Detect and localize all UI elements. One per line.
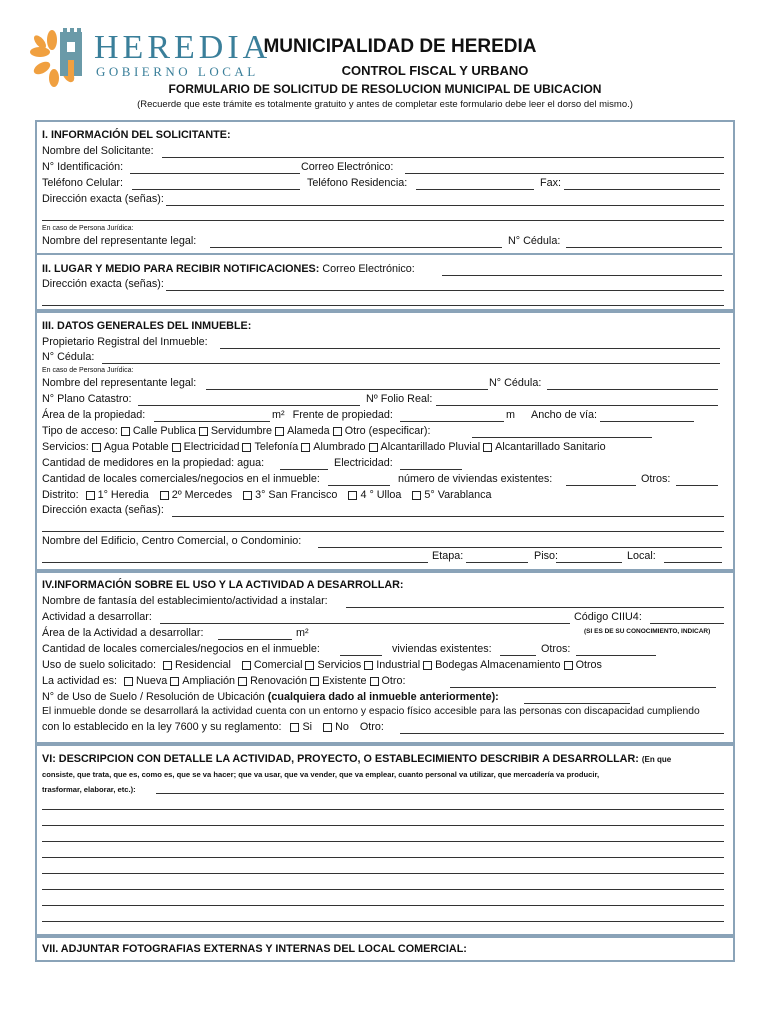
id-field[interactable] — [130, 172, 300, 174]
serv-checkbox-3[interactable] — [242, 443, 251, 452]
folio-field[interactable] — [436, 404, 718, 406]
edificio-label: Nombre del Edificio, Centro Comercial, o Condominio: — [42, 535, 302, 547]
ancho-label: Ancho de vía: — [531, 409, 598, 421]
serv-checkbox-2[interactable] — [172, 443, 181, 452]
acceso-otro-field[interactable] — [472, 436, 652, 438]
otro4-label: Otro: — [359, 721, 384, 733]
acceso-checkbox-4[interactable] — [333, 427, 342, 436]
desc-line-4[interactable] — [42, 840, 724, 842]
medidores-elec-field[interactable] — [400, 468, 462, 470]
rep3-label: Nombre del representante legal: — [42, 377, 197, 389]
notif-email-label: Correo Electrónico: — [322, 263, 415, 275]
dist-opt-1: 1° Heredia — [97, 489, 149, 501]
otros4-label: Otros: — [541, 643, 571, 655]
acceso-opt-3: Alameda — [287, 425, 330, 437]
otros3-field[interactable] — [676, 484, 718, 486]
dist-checkbox-2[interactable] — [160, 491, 169, 500]
serv-checkbox-5[interactable] — [369, 443, 378, 452]
plano-label: N° Plano Catastro: — [42, 393, 132, 405]
dist-opt-3: 3° San Francisco — [255, 489, 338, 501]
applicant-name-field[interactable] — [162, 156, 724, 158]
servicios-row — [42, 440, 728, 454]
viviendas3-field[interactable] — [566, 484, 636, 486]
page-title: MUNICIPALIDAD DE HEREDIA — [263, 36, 537, 57]
dist-opt-4: 4 ° Ulloa — [360, 489, 402, 501]
inmueble-text-1: El inmueble donde se desarrollará la actividad cuenta con un entorno y espacio físico accesible para las personas con discapacidad cumpliendo — [42, 706, 700, 717]
notif-address-label: Dirección exacta (señas): — [42, 278, 164, 290]
area-unit: m² — [272, 409, 285, 421]
no-checkbox[interactable] — [323, 723, 332, 732]
logo-text: HEREDIA — [94, 29, 272, 66]
es-opt-2: Ampliación — [182, 675, 236, 687]
ancho-field[interactable] — [600, 420, 694, 422]
frente-unit: m — [506, 409, 515, 421]
juridica-note: En caso de Persona Jurídica: — [42, 225, 134, 232]
email-field[interactable] — [405, 172, 724, 174]
section-2-title: II. LUGAR Y MEDIO PARA RECIBIR NOTIFICACIONES: — [42, 263, 320, 275]
rep-field[interactable] — [210, 246, 502, 248]
juridica-note-2: En caso de Persona Jurídica: — [42, 367, 134, 374]
locales4-field[interactable] — [340, 654, 382, 656]
dist-checkbox-4[interactable] — [348, 491, 357, 500]
area4-field[interactable] — [218, 638, 292, 640]
serv-opt-5: Alcantarillado Pluvial — [380, 441, 481, 453]
otro4-field[interactable] — [400, 732, 724, 734]
uso-opt-2: Comercial — [253, 659, 303, 671]
dist-checkbox-5[interactable] — [412, 491, 421, 500]
piso-field[interactable] — [556, 561, 622, 563]
section-3-title: III. DATOS GENERALES DEL INMUEBLE: — [42, 320, 252, 332]
es-opt-4: Existente — [322, 675, 367, 687]
locales3-field[interactable] — [328, 484, 390, 486]
es-checkbox-5[interactable] — [370, 677, 379, 686]
es-checkbox-4[interactable] — [310, 677, 319, 686]
area4-unit-row — [296, 626, 728, 640]
res-field[interactable] — [416, 188, 534, 190]
edificio-field-2[interactable] — [42, 561, 428, 563]
desc-line-2[interactable] — [42, 808, 724, 810]
local-field[interactable] — [664, 561, 722, 563]
serv-opt-2: Electricidad — [183, 441, 240, 453]
actividad-label: Actividad a desarrollar: — [42, 611, 152, 623]
folio-label: Nº Folio Real: — [366, 393, 433, 405]
viviendas3-label: número de viviendas existentes: — [398, 473, 553, 485]
otros3-label: Otros: — [641, 473, 671, 485]
serv-checkbox-4[interactable] — [301, 443, 310, 452]
acceso-opt-2: Servidumbre — [210, 425, 273, 437]
es-checkbox-2[interactable] — [170, 677, 179, 686]
piso-label: Piso: — [534, 550, 559, 562]
nro-uso-label: N° de Uso de Suelo / Resolución de Ubicación — [42, 691, 265, 703]
desc-line-8[interactable] — [42, 904, 724, 906]
servicios-label: Servicios: — [42, 441, 89, 453]
acceso-opt-4: Otro (especificar): — [344, 425, 431, 437]
ciiu-note: (SI ES DE SU CONOCIMIENTO, INDICAR) — [584, 628, 711, 635]
section-6-title: VI: DESCRIPCION CON DETALLE LA ACTIVIDAD, PROYECTO, O ESTABLECIMIENTO DESCRIBIR A DESARROLLAR: — [42, 753, 639, 765]
cell-field[interactable] — [132, 188, 300, 190]
si-label: Si — [302, 721, 313, 733]
frente-label: Frente de propiedad: — [292, 409, 393, 421]
notif-email-field[interactable] — [442, 274, 722, 276]
cedula-field[interactable] — [566, 246, 722, 248]
address3-field-2[interactable] — [42, 530, 724, 532]
address-label: Dirección exacta (señas): — [42, 193, 164, 205]
address3-label: Dirección exacta (señas): — [42, 504, 164, 516]
distrito-label: Distrito: — [42, 489, 79, 501]
acceso-checkbox-2[interactable] — [199, 427, 208, 436]
section-7-title: VII. ADJUNTAR FOTOGRAFIAS EXTERNAS Y INTERNAS DEL LOCAL COMERCIAL: — [42, 943, 467, 955]
medidores-agua-field[interactable] — [280, 468, 328, 470]
acceso-label: Tipo de acceso: — [42, 425, 118, 437]
es-label: La actividad es: — [42, 675, 118, 687]
local-label: Local: — [627, 550, 656, 562]
uso-opt-5: Bodegas Almacenamiento — [435, 659, 561, 671]
medidores-label: Cantidad de medidores en la propiedad: agua: — [42, 457, 265, 469]
acceso-checkbox-1[interactable] — [121, 427, 130, 436]
section-4-title: IV.INFORMACIÓN SOBRE EL USO Y LA ACTIVIDAD A DESARROLLAR: — [42, 579, 404, 591]
uso-checkbox-2[interactable] — [242, 661, 251, 670]
address3-field[interactable] — [172, 515, 724, 517]
nro-uso-field[interactable] — [524, 702, 630, 704]
etapa-field[interactable] — [466, 561, 528, 563]
viviendas4-field[interactable] — [500, 654, 536, 656]
section-6-sub1: (En que — [641, 755, 672, 764]
si-checkbox[interactable] — [290, 723, 299, 732]
no-label: No — [335, 721, 349, 733]
acceso-checkbox-3[interactable] — [275, 427, 284, 436]
locales4-label: Cantidad de locales comerciales/negocios en el inmueble: — [42, 643, 320, 655]
notif-address-field-2[interactable] — [42, 304, 724, 306]
acceso-opt-1: Calle Publica — [132, 425, 196, 437]
uso-checkbox-5[interactable] — [423, 661, 432, 670]
uso-opt-3: Servicios — [317, 659, 362, 671]
area4-unit: m² — [296, 627, 309, 639]
etapa-label: Etapa: — [432, 550, 464, 562]
desc-line-6[interactable] — [42, 872, 724, 874]
uso-label: Uso de suelo solicitado: — [42, 659, 157, 671]
id-label: N° Identificación: — [42, 161, 124, 173]
es-otro-field[interactable] — [450, 686, 716, 688]
frente-field[interactable] — [400, 420, 504, 422]
area4-label: Área de la Actividad a desarrollar: — [42, 627, 204, 639]
address-field-2[interactable] — [42, 219, 724, 221]
ciiu-label: Código CIIU4: — [574, 611, 642, 623]
address-field[interactable] — [166, 204, 724, 206]
es-opt-5: Otro: — [381, 675, 406, 687]
dist-opt-5: 5° Varablanca — [424, 489, 492, 501]
rep3-cedula-label: N° Cédula: — [489, 377, 542, 389]
desc-line-7[interactable] — [42, 888, 724, 890]
owner-label: Propietario Registral del Inmueble: — [42, 336, 208, 348]
locales3-label: Cantidad de locales comerciales/negocios en el inmueble: — [42, 473, 320, 485]
page-subtitle: CONTROL FISCAL Y URBANO — [341, 63, 529, 78]
desc-line-5[interactable] — [42, 856, 724, 858]
section-6-sub3: trasformar, elaborar, etc.): — [42, 785, 136, 794]
logo-subtext: GOBIERNO LOCAL — [96, 64, 259, 79]
es-opt-3: Renovación — [250, 675, 308, 687]
viviendas4-label: viviendas existentes: — [392, 643, 492, 655]
form-note: (Recuerde que este trámite es totalmente gratuito y antes de completar este formulario debe leer el dorso del mismo.) — [137, 99, 633, 110]
rep3-field[interactable] — [206, 388, 488, 390]
fax-label: Fax: — [540, 177, 561, 189]
area-field[interactable] — [154, 420, 270, 422]
cedula-label: N° Cédula: — [508, 235, 561, 247]
medidores-elec-label: Electricidad: — [334, 457, 393, 469]
cell-label: Teléfono Celular: — [42, 177, 124, 189]
rep3-cedula-field[interactable] — [547, 388, 718, 390]
section-6-row — [42, 752, 728, 767]
dist-checkbox-3[interactable] — [243, 491, 252, 500]
inmueble-text-2: con lo establecido en la ley 7600 y su reglamento: — [42, 721, 282, 733]
serv-opt-6: Alcantarillado Sanitario — [495, 441, 606, 453]
email-label: Correo Electrónico: — [301, 161, 394, 173]
actividad-field[interactable] — [160, 622, 570, 624]
dist-checkbox-1[interactable] — [86, 491, 95, 500]
section-1-title: I. INFORMACIÓN DEL SOLICITANTE: — [42, 129, 231, 141]
uso-checkbox-3[interactable] — [305, 661, 314, 670]
form-title: FORMULARIO DE SOLICITUD DE RESOLUCION MUNICIPAL DE UBICACION — [168, 82, 602, 96]
serv-opt-1: Agua Potable — [103, 441, 169, 453]
medidores-elec-row — [334, 456, 728, 470]
fantasia-field[interactable] — [346, 606, 724, 608]
otros4-field[interactable] — [576, 654, 656, 656]
notif-address-field[interactable] — [166, 289, 724, 291]
nro-uso-bold: (cualquiera dado al inmueble anteriormente): — [267, 691, 499, 703]
desc-line-3[interactable] — [42, 824, 724, 826]
uso-opt-6: Otros — [575, 659, 602, 671]
plano-field[interactable] — [138, 404, 360, 406]
serv-opt-3: Telefonía — [254, 441, 299, 453]
fax-field[interactable] — [564, 188, 720, 190]
desc-line-9[interactable] — [42, 920, 724, 922]
desc-line-1[interactable] — [156, 792, 724, 794]
es-checkbox-1[interactable] — [124, 677, 133, 686]
fantasia-label: Nombre de fantasía del establecimiento/actividad a instalar: — [42, 595, 328, 607]
rep-label: Nombre del representante legal: — [42, 235, 197, 247]
serv-checkbox-1[interactable] — [92, 443, 101, 452]
applicant-name-label: Nombre del Solicitante: — [42, 145, 154, 157]
area-label: Área de la propiedad: — [42, 409, 146, 421]
serv-checkbox-6[interactable] — [483, 443, 492, 452]
uso-checkbox-4[interactable] — [364, 661, 373, 670]
owner-field[interactable] — [220, 347, 720, 349]
ciiu-field[interactable] — [650, 622, 724, 624]
uso-opt-1: Residencial — [175, 659, 231, 671]
uso-checkbox-6[interactable] — [564, 661, 573, 670]
uso-row — [42, 658, 728, 672]
serv-opt-4: Alumbrado — [313, 441, 366, 453]
res-label: Teléfono Residencia: — [307, 177, 408, 189]
es-checkbox-3[interactable] — [238, 677, 247, 686]
uso-checkbox-1[interactable] — [163, 661, 172, 670]
owner-cedula-label: N° Cédula: — [42, 351, 95, 363]
section-6-sub2: consiste, que trata, que es, como es, que se va hacer; que va usar, que va vender, que va emplear, cuanto personal va utilizar, que mercadería va producir, — [42, 770, 600, 779]
dist-opt-2: 2º Mercedes — [171, 489, 233, 501]
uso-opt-4: Industrial — [376, 659, 421, 671]
distrito-row — [42, 488, 728, 502]
es-opt-1: Nueva — [136, 675, 168, 687]
edificio-field[interactable] — [318, 546, 722, 548]
